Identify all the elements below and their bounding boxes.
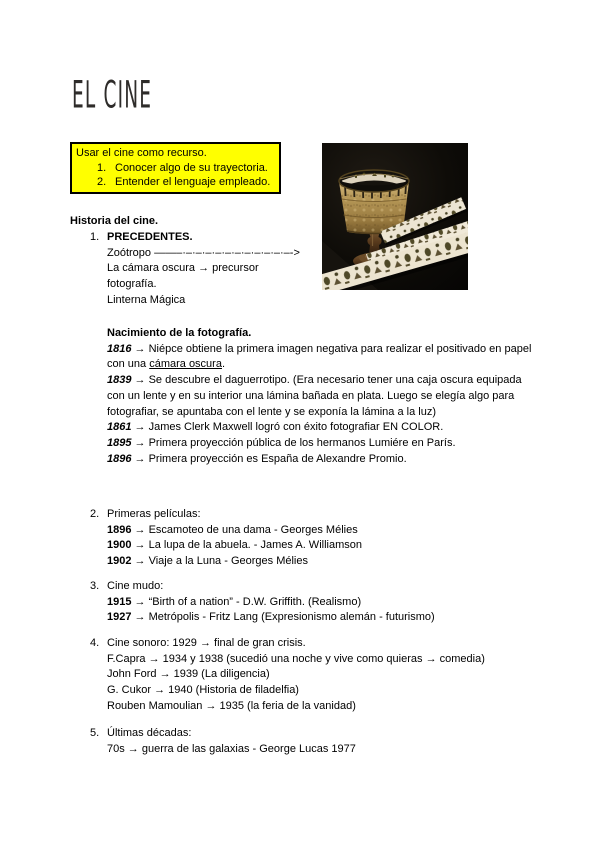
- precedentes-line-fotografia: fotografía.: [107, 278, 157, 291]
- sonoro-line-capra: F.Capra → 1934 y 1938 (sucedió una noche y vive como quieras → comedia): [107, 652, 485, 665]
- sonoro-line-cukor: G. Cukor → 1940 (Historia de filadelfia): [107, 684, 299, 697]
- page-title: EL CINE: [72, 72, 153, 117]
- section-ultimas-decadas: [90, 726, 560, 757]
- fotografia-heading: Nacimiento de la fotografía.: [107, 327, 252, 339]
- objective-item-1: [97, 161, 275, 176]
- year-1861: 1861: [107, 421, 132, 434]
- dashed-arrow-to-photo: ——–·–·–·–·–·–·–·–·–·–·–·–->: [154, 246, 300, 259]
- objectives-box: [70, 142, 281, 194]
- peliculas-entry-1900: 1900 → La lupa de la abuela. - James A. Williamson: [107, 539, 362, 552]
- precedentes-line-zootropo: [107, 246, 560, 262]
- fotografia-entry-1816: 1816 → Niépce obtiene la primera imagen negativa para realizar el positivado en papel con una cámara oscura.: [107, 342, 532, 371]
- objectives-intro: Usar el cine como recurso.: [76, 147, 207, 159]
- objective-item-2-number: 2.: [97, 176, 107, 189]
- fotografia-entry-1895: 1895 → Primera proyección pública de los hermanos Lumiére en París.: [107, 436, 456, 449]
- mudo-entry-1927: 1927 → Metrópolis - Fritz Lang (Expresionismo alemán - futurismo): [107, 611, 435, 624]
- section-precedentes: [90, 230, 560, 309]
- section-1-number: 1.: [90, 231, 100, 243]
- objective-item-1-number: 1.: [97, 161, 107, 174]
- objective-item-1-text: Conocer algo de su trayectoria.: [115, 161, 268, 174]
- fotografia-entry-1839: 1839 → Se descubre el daguerrotipo. (Era necesario tener una caja oscura equipada con un lente y en su interior una lámina bañada en plata. Luego se elegía algo para fotografiar, se apuntaba con el lente y se exponía la lámina a la luz): [107, 374, 522, 418]
- peliculas-heading: Primeras películas:: [107, 508, 201, 520]
- peliculas-entry-1896: 1896 → Escamoteo de una dama - Georges Mélies: [107, 523, 358, 536]
- section-primeras-peliculas: [90, 507, 560, 570]
- section-cine-mudo: [90, 579, 560, 626]
- objective-item-2: [97, 175, 275, 190]
- year-1839: 1839: [107, 374, 132, 387]
- section-nacimiento-fotografia: [107, 326, 533, 467]
- year-1896: 1896: [107, 452, 132, 465]
- section-5-number: 5.: [90, 727, 100, 739]
- fotografia-entry-1861: 1861 → James Clerk Maxwell logró con éxito fotografiar EN COLOR.: [107, 421, 444, 434]
- precedentes-line-camara: La cámara oscura → precursor: [107, 262, 259, 275]
- objective-item-2-text: Entender el lenguaje empleado.: [115, 176, 271, 189]
- section-3-number: 3.: [90, 580, 100, 592]
- fotografia-entry-1896: 1896 → Primera proyección es España de Alexandre Promio.: [107, 452, 407, 465]
- section-2-number: 2.: [90, 508, 100, 520]
- history-heading: Historia del cine.: [70, 215, 159, 227]
- sonoro-line-mamoulian: Rouben Mamoulian → 1935 (la feria de la vanidad): [107, 699, 356, 712]
- section-cine-sonoro: [90, 636, 560, 715]
- camara-oscura-underlined: cámara oscura: [149, 358, 222, 371]
- peliculas-entry-1902: 1902 → Viaje a la Luna - Georges Mélies: [107, 555, 308, 568]
- sonoro-heading: Cine sonoro: 1929 → final de gran crisis.: [107, 637, 306, 649]
- precedentes-line-linterna: Linterna Mágica: [107, 293, 186, 306]
- sonoro-line-ford: John Ford → 1939 (La diligencia): [107, 668, 270, 681]
- mudo-heading: Cine mudo:: [107, 580, 164, 592]
- mudo-entry-1915: 1915 → “Birth of a nation” - D.W. Griffith. (Realismo): [107, 595, 362, 608]
- section-4-number: 4.: [90, 637, 100, 649]
- decadas-line-70s: 70s → guerra de las galaxias - George Lucas 1977: [107, 742, 356, 755]
- zootropo-label: Zoótropo: [107, 246, 155, 259]
- year-1895: 1895: [107, 436, 132, 449]
- precedentes-heading: PRECEDENTES.: [107, 231, 193, 243]
- year-1816: 1816: [107, 342, 132, 355]
- decadas-heading: Últimas décadas:: [107, 727, 192, 739]
